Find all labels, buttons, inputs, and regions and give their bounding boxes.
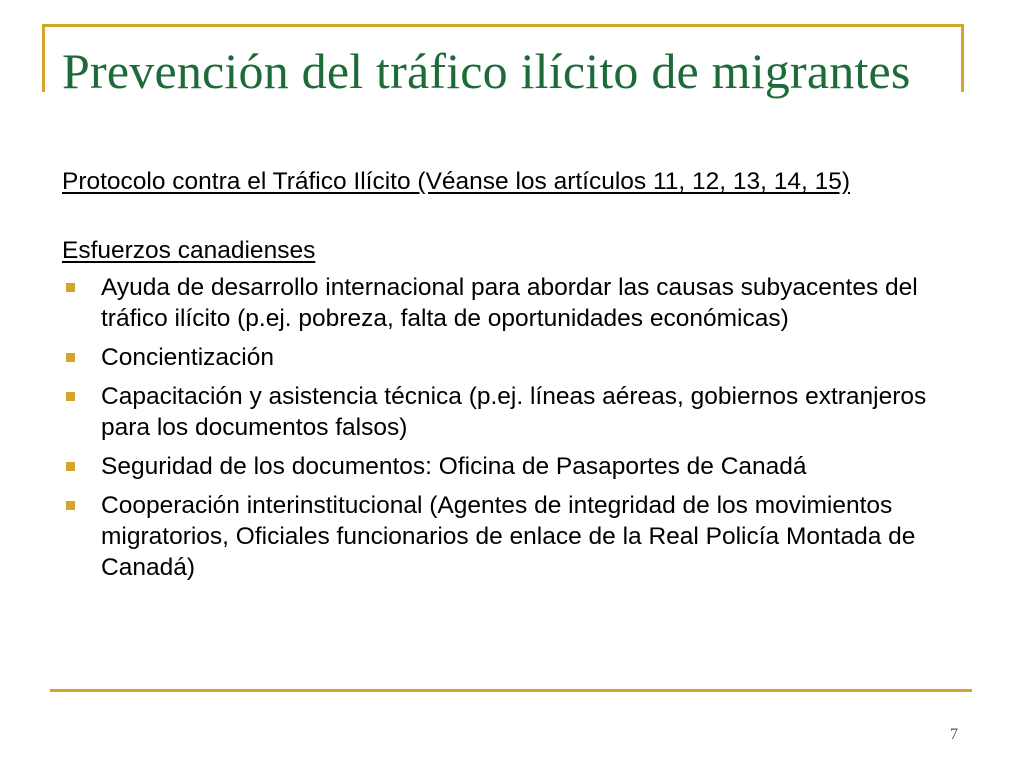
frame-left-rule: [42, 24, 45, 92]
bullet-text: Seguridad de los documentos: Oficina de Pasaportes de Canadá: [101, 453, 807, 480]
frame-top-rule: [42, 24, 964, 27]
section-heading: [62, 235, 952, 266]
bullet-text: Concientización: [101, 344, 274, 371]
square-bullet-icon: [66, 501, 75, 510]
bullet-text: Ayuda de desarrollo internacional para abordar las causas subyacentes del tráfico ilícito (p.ej. pobreza, falta de oportunidades económicas): [101, 274, 918, 332]
bullet-item: [62, 342, 952, 373]
bullet-item: [62, 490, 952, 583]
slide-content: [62, 166, 952, 591]
square-bullet-icon: [66, 353, 75, 362]
bullet-item: [62, 381, 952, 443]
bullet-list: [62, 272, 952, 583]
frame-right-rule: [961, 24, 964, 92]
slide-title: Prevención del tráfico ilícito de migrantes: [62, 43, 911, 99]
square-bullet-icon: [66, 462, 75, 471]
protocol-heading-text: Protocolo contra el Tráfico Ilícito (Véanse los artículos 11, 12, 13, 14, 15): [62, 168, 851, 195]
frame-bottom-rule: [50, 689, 972, 692]
section-heading-text: Esfuerzos canadienses: [62, 237, 316, 264]
bullet-text: Cooperación interinstitucional (Agentes de integridad de los movimientos migratorios, Oficiales funcionarios de enlace de la Real Policía Montada de Canadá): [101, 492, 916, 581]
protocol-heading: [62, 166, 952, 197]
square-bullet-icon: [66, 283, 75, 292]
square-bullet-icon: [66, 392, 75, 401]
bullet-item: [62, 272, 952, 334]
bullet-text: Capacitación y asistencia técnica (p.ej. líneas aéreas, gobiernos extranjeros para los documentos falsos): [101, 383, 927, 441]
slide-number: 7: [950, 726, 958, 743]
bullet-item: [62, 451, 952, 482]
